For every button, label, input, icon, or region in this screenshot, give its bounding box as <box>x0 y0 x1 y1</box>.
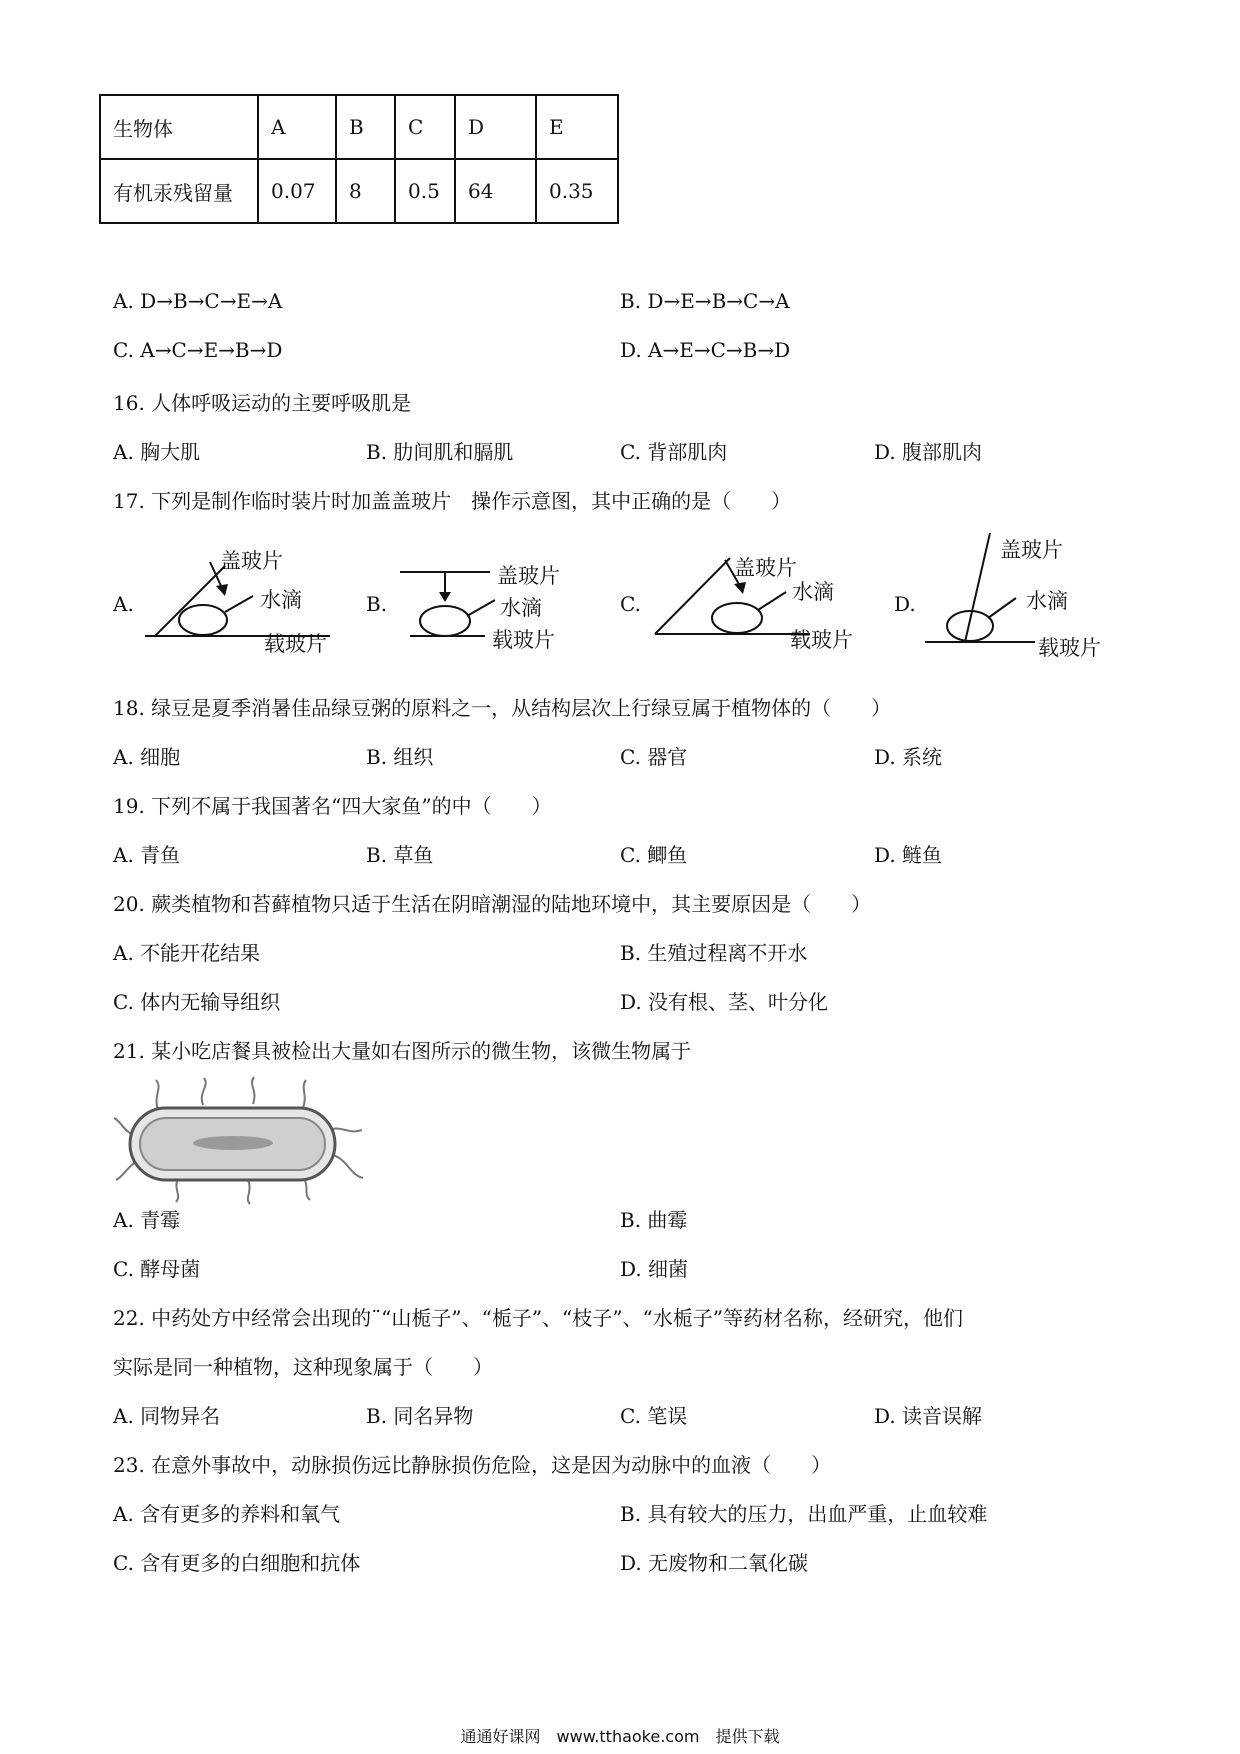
q17-option-b[interactable]: B. <box>366 592 388 616</box>
q23-option-d[interactable]: D. 无废物和二氧化碳 <box>620 1551 809 1575</box>
flagellum <box>202 1078 206 1105</box>
q18-option-b[interactable]: B. 组织 <box>366 745 434 769</box>
q22-stem-line2: 实际是同一种植物，这种现象属于（ ） <box>113 1355 493 1379</box>
label-slide: 载玻片 <box>492 628 555 652</box>
q21-stem: 21. 某小吃店餐具被检出大量如右图所示的微生物，该微生物属于 <box>113 1039 692 1063</box>
water-drop <box>420 606 470 636</box>
q19-option-d[interactable]: D. 鲢鱼 <box>874 843 943 867</box>
coverslip-line <box>155 566 225 636</box>
q15-option-d[interactable]: D. A→E→C→B→D <box>620 338 791 362</box>
flagellum <box>156 1080 159 1110</box>
bacterium-figure <box>118 1080 378 1200</box>
q17-option-c[interactable]: C. <box>620 592 641 616</box>
coverslip-line <box>655 558 730 634</box>
q20-option-a[interactable]: A. 不能开花结果 <box>113 941 261 965</box>
table-cell: 0.5 <box>395 159 455 223</box>
table-cell: E <box>536 95 618 159</box>
q22-stem-line1: 22. 中药处方中经常会出现的¨“山栀子”、“栀子”、“枝子”、“水栀子”等药材名称，经研究，他们 <box>113 1306 963 1330</box>
q18-stem: 18. 绿豆是夏季消暑佳品绿豆粥的原料之一，从结构层次上行绿豆属于植物体的（ ） <box>113 696 892 720</box>
q22-option-d[interactable]: D. 读音误解 <box>874 1404 983 1428</box>
label-coverslip: 盖玻片 <box>734 556 797 580</box>
q23-option-b[interactable]: B. 具有较大的压力，出血严重，止血较难 <box>620 1502 988 1526</box>
q23-option-a[interactable]: A. 含有更多的养料和氧气 <box>113 1502 341 1526</box>
table-cell: D <box>455 95 536 159</box>
q19-option-b[interactable]: B. 草鱼 <box>366 843 434 867</box>
q20-option-d[interactable]: D. 没有根、茎、叶分化 <box>620 990 829 1014</box>
q18-option-d[interactable]: D. 系统 <box>874 745 943 769</box>
table-row <box>100 159 618 223</box>
flagellum <box>248 1180 250 1204</box>
q15-option-c[interactable]: C. A→C→E→B→D <box>113 338 283 362</box>
q20-stem: 20. 蕨类植物和苔藓植物只适于生活在阴暗潮湿的陆地环境中，其主要原因是（ ） <box>113 892 872 916</box>
q15-option-a[interactable]: A. D→B→C→E→A <box>113 289 283 313</box>
q16-option-c[interactable]: C. 背部肌肉 <box>620 440 728 464</box>
leader-line <box>758 592 786 610</box>
q23-option-c[interactable]: C. 含有更多的白细胞和抗体 <box>113 1551 361 1575</box>
residue-table <box>99 94 619 224</box>
flagellum <box>333 1155 363 1178</box>
table-cell: B <box>336 95 395 159</box>
table-cell: 64 <box>455 159 536 223</box>
q15-option-b[interactable]: B. D→E→B→C→A <box>620 289 790 313</box>
q22-option-c[interactable]: C. 笔误 <box>620 1404 688 1428</box>
flagellum <box>303 1080 306 1108</box>
flagellum <box>252 1077 254 1104</box>
leader-line <box>467 600 495 616</box>
q16-option-d[interactable]: D. 腹部肌肉 <box>874 440 983 464</box>
table-cell: 有机汞残留量 <box>100 159 258 223</box>
arrow-head <box>216 584 228 596</box>
table-cell: 0.07 <box>258 159 336 223</box>
table-cell: A <box>258 95 336 159</box>
q17-option-d[interactable]: D. <box>894 592 916 616</box>
water-drop <box>947 611 993 641</box>
label-slide: 载玻片 <box>264 632 327 656</box>
label-coverslip: 盖玻片 <box>497 564 560 588</box>
q21-option-d[interactable]: D. 细菌 <box>620 1257 689 1281</box>
q21-option-b[interactable]: B. 曲霉 <box>620 1208 688 1232</box>
label-water-drop: 水滴 <box>500 596 542 620</box>
q23-stem: 23. 在意外事故中，动脉损伤远比静脉损伤危险，这是因为动脉中的血液（ ） <box>113 1453 832 1477</box>
leader-line <box>225 596 253 612</box>
q20-option-c[interactable]: C. 体内无输导组织 <box>113 990 281 1014</box>
q17-stem: 17. 下列是制作临时装片时加盖盖玻片 操作示意图，其中正确的是（ ） <box>113 489 792 513</box>
q20-option-b[interactable]: B. 生殖过程离不开水 <box>620 941 808 965</box>
q16-stem: 16. 人体呼吸运动的主要呼吸肌是 <box>113 391 412 415</box>
table-cell: C <box>395 95 455 159</box>
q19-option-c[interactable]: C. 鲫鱼 <box>620 843 688 867</box>
bacterium-illustration <box>118 1080 378 1205</box>
nuclear-region <box>193 1136 273 1150</box>
water-drop <box>179 605 227 635</box>
label-slide: 载玻片 <box>1038 636 1101 660</box>
q16-option-b[interactable]: B. 肋间肌和膈肌 <box>366 440 514 464</box>
q22-option-b[interactable]: B. 同名异物 <box>366 1404 474 1428</box>
flagellum <box>114 1118 133 1135</box>
page-footer[interactable]: 通通好课网 www.tthaoke.com 提供下载 <box>460 1727 780 1746</box>
q19-option-a[interactable]: A. 青鱼 <box>113 843 181 867</box>
coverslip-line <box>965 533 990 642</box>
water-drop <box>712 603 762 633</box>
label-slide: 载玻片 <box>790 628 853 652</box>
table-cell: 8 <box>336 159 395 223</box>
q18-option-a[interactable]: A. 细胞 <box>113 745 181 769</box>
flagellum <box>176 1178 178 1202</box>
q22-option-a[interactable]: A. 同物异名 <box>113 1404 221 1428</box>
label-water-drop: 水滴 <box>792 580 834 604</box>
label-coverslip: 盖玻片 <box>220 549 283 573</box>
arrow-head <box>734 582 746 594</box>
table-row <box>100 95 618 159</box>
q21-option-c[interactable]: C. 酵母菌 <box>113 1257 201 1281</box>
table-cell: 生物体 <box>100 95 258 159</box>
table-cell: 0.35 <box>536 159 618 223</box>
q19-stem: 19. 下列不属于我国著名“四大家鱼”的中（ ） <box>113 794 552 818</box>
arrow-head <box>439 592 451 602</box>
leader-line <box>988 598 1016 618</box>
q21-option-a[interactable]: A. 青霉 <box>113 1208 181 1232</box>
label-water-drop: 水滴 <box>260 588 302 612</box>
q17-option-a[interactable]: A. <box>113 592 134 616</box>
label-water-drop: 水滴 <box>1026 589 1068 613</box>
q18-option-c[interactable]: C. 器官 <box>620 745 688 769</box>
q16-option-a[interactable]: A. 胸大肌 <box>113 440 201 464</box>
label-coverslip: 盖玻片 <box>1000 538 1063 562</box>
